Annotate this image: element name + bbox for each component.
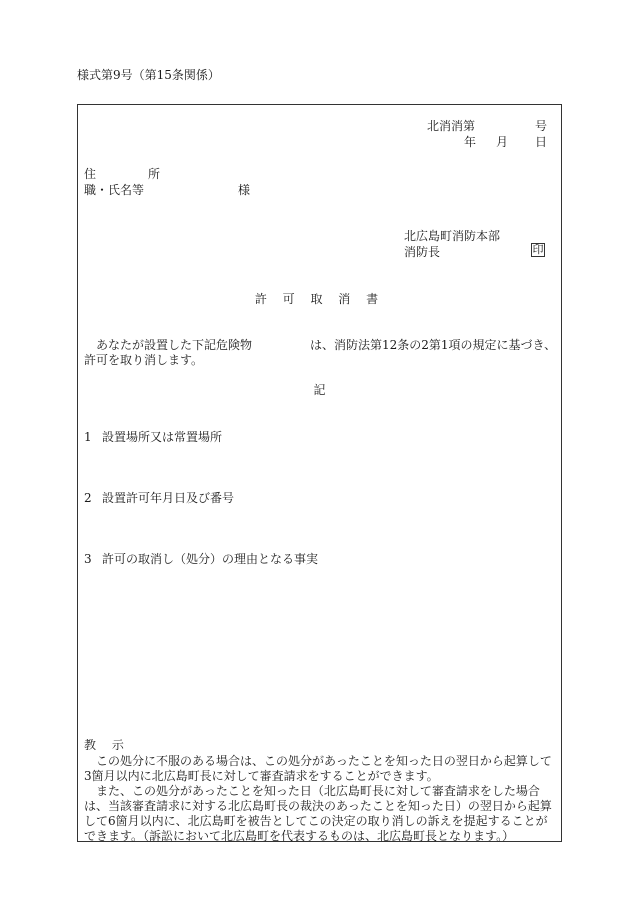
address-label: 住 所	[84, 167, 181, 181]
instruction-paragraph-1: この処分に不服のある場合は、この処分があったことを知った日の翌日から起算して3箇月以内に北広島町長に対して審査請求をすることができます。	[84, 754, 552, 783]
issuer-organization: 北広島町消防本部	[404, 229, 501, 243]
date-day-label: 日	[535, 135, 548, 149]
instruction-block	[84, 754, 558, 844]
seal-box: 印	[532, 243, 544, 256]
body-text-after: は、消防法第12条の2第1項の規定に基づき、許可を取り消します。	[84, 338, 557, 367]
form-number: 様式第9号（第15条関係）	[77, 68, 220, 82]
item-number: 2	[84, 491, 92, 505]
list-item	[84, 430, 222, 445]
honorific: 様	[238, 183, 251, 197]
date-month-label: 月	[496, 135, 509, 149]
issuer-title: 消防長	[404, 245, 441, 259]
item-number: 3	[84, 552, 92, 566]
list-item	[84, 552, 318, 567]
name-label: 職・氏名等	[84, 183, 145, 197]
document-number-prefix: 北消消第	[427, 119, 476, 133]
document-title: 許 可 取 消 書	[254, 292, 385, 306]
document-number-suffix: 号	[535, 119, 548, 133]
document-frame	[77, 104, 562, 842]
list-item	[84, 491, 234, 506]
item-label: 設置場所又は常置場所	[102, 430, 223, 444]
item-label: 許可の取消し（処分）の理由となる事実	[102, 552, 319, 566]
body-text	[84, 338, 558, 368]
instruction-heading: 教 示	[84, 738, 130, 752]
date-year-label: 年	[464, 135, 477, 149]
item-label: 設置許可年月日及び番号	[102, 491, 235, 505]
body-text-before: あなたが設置した下記危険物	[96, 338, 253, 352]
record-heading: 記	[313, 383, 326, 397]
item-number: 1	[84, 430, 92, 444]
instruction-paragraph-2: また、この処分があったことを知った日（北広島町長に対して審査請求をした場合は、当該審査請求に対する北広島町長の裁決のあったことを知った日）の翌日から起算して6箇月以内に、北広島町を被告としてこの決定の取り消しの訴えを提起することができます。（訴訟において北広島町を代表するものは、北広島町長となります。）	[84, 784, 552, 843]
